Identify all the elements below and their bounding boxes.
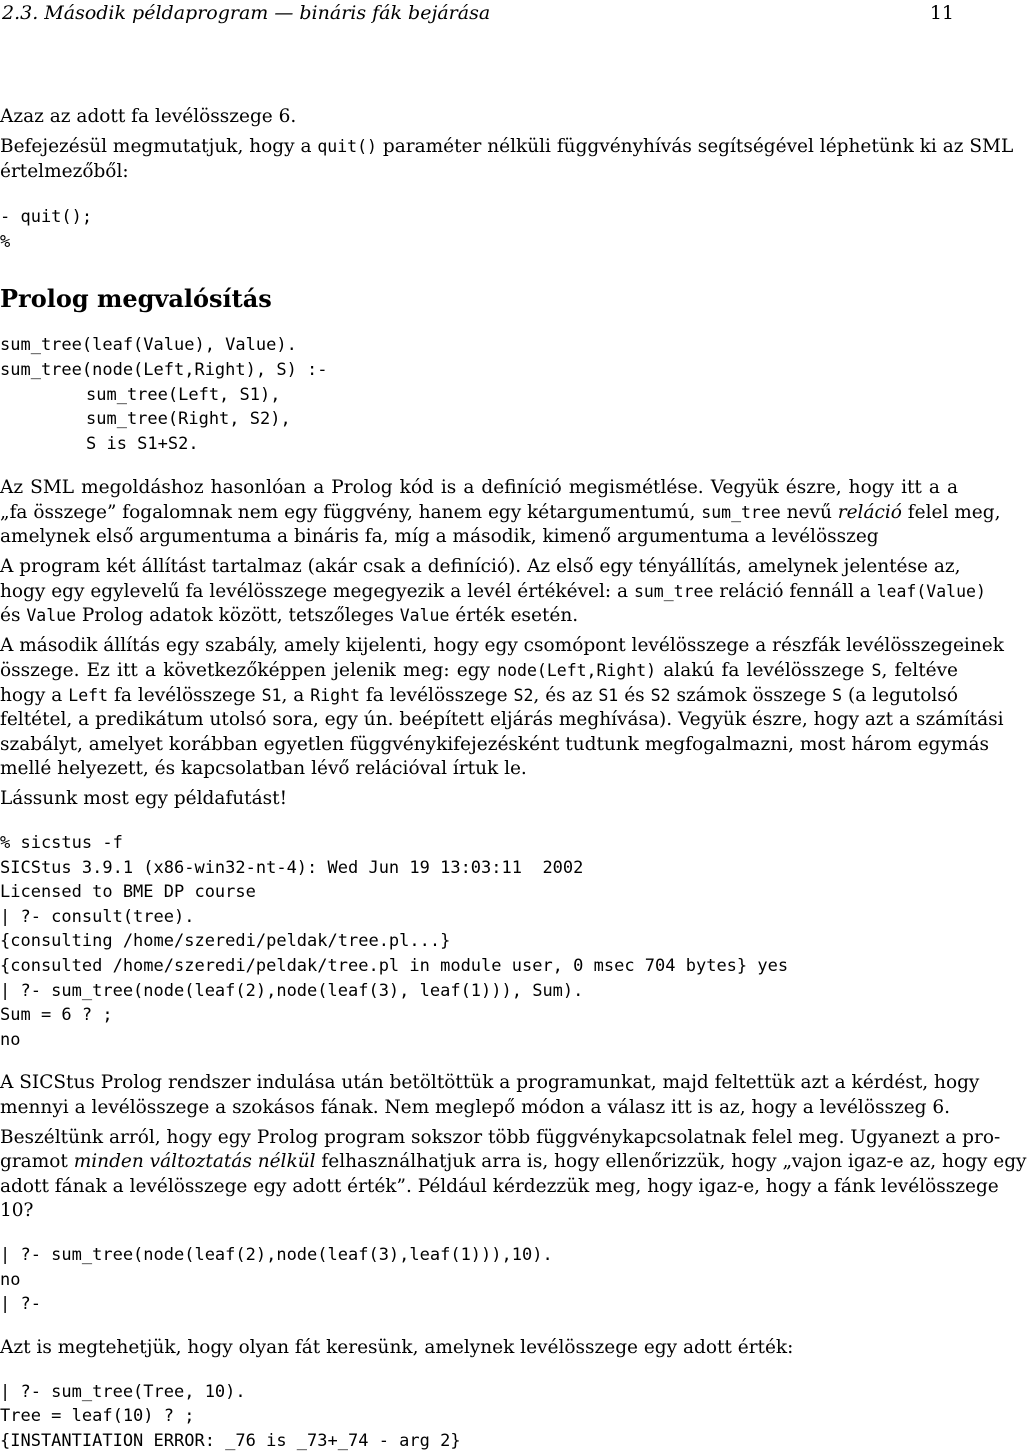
- prolog-code-line: sum_tree(Right, S2),: [86, 409, 291, 429]
- paragraph-line: A második állítás egy szabály, amely kijelenti, hogy egy csomópont levélösszege a részfák levélösszegeinek: [0, 635, 1004, 656]
- paragraph-line: Lássunk most egy példafutást!: [0, 788, 288, 809]
- paragraph-line: 10?: [0, 1200, 34, 1221]
- session-line: SICStus 3.9.1 (x86-win32-nt-4): Wed Jun 19 13:03:11 2002: [0, 858, 584, 878]
- session-line: % sicstus -f: [0, 833, 123, 853]
- paragraph-line: adott fának a levélösszege egy adott érték”. Például kérdezzük meg, hogy igaz-e, hogy a fánk levélösszege: [0, 1176, 999, 1197]
- paragraph-line: „fa összege” fogalomnak nem egy függvény, hanem egy kétargumentumú, sum_tree nevű reláció felel meg,: [0, 502, 1001, 523]
- session-line: | ?- sum_tree(Tree, 10).: [0, 1382, 246, 1402]
- paragraph-line: Az SML megoldáshoz hasonlóan a Prolog kód is a definíció megismétlése. Vegyük észre, hogy itt a a: [0, 477, 958, 498]
- session-line: {consulted /home/szeredi/peldak/tree.pl in module user, 0 msec 704 bytes} yes: [0, 956, 789, 976]
- paragraph-quit-line-2: értelmezőből:: [0, 161, 129, 182]
- paragraph-quit-line-1: Befejezésül megmutatjuk, hogy a quit() paraméter nélküli függvényhívás segítségével léphetünk ki az SML: [0, 136, 1014, 157]
- paragraph-line: összege. Ez itt a következőképpen jelenik meg: egy node(Left,Right) alakú fa levélösszege S, feltéve: [0, 660, 958, 681]
- paragraph-line: és Value Prolog adatok között, tetszőleges Value érték esetén.: [0, 605, 579, 626]
- page-header: [0, 0, 960, 26]
- session-line: {consulting /home/szeredi/peldak/tree.pl...}: [0, 931, 451, 951]
- session-line: | ?-: [0, 1294, 41, 1314]
- prolog-code-line: S is S1+S2.: [86, 434, 199, 454]
- session-line: Licensed to BME DP course: [0, 882, 256, 902]
- session-line: no: [0, 1030, 21, 1050]
- session-line: no: [0, 1270, 21, 1290]
- paragraph-line: Azt is megtehetjük, hogy olyan fát keresünk, amelynek levélösszege egy adott érték:: [0, 1337, 794, 1358]
- paragraph-line: hogy egy egylevelű fa levélösszege megegyezik a levél értékével: a sum_tree reláció fennáll a leaf(Value): [0, 581, 986, 602]
- session-line: Sum = 6 ? ;: [0, 1005, 113, 1025]
- paragraph-line: amelynek első argumentuma a bináris fa, míg a második, kimenő argumentuma a levélösszeg: [0, 526, 879, 547]
- code-line: %: [0, 232, 11, 252]
- paragraph-line: Beszéltünk arról, hogy egy Prolog program sokszor több függvénykapcsolatnak felel meg. Ugyanezt a pro-: [0, 1127, 1001, 1148]
- prolog-code-line: sum_tree(Left, S1),: [86, 385, 281, 405]
- session-line: | ?- consult(tree).: [0, 907, 195, 927]
- paragraph-line: mellé helyezett, és kapcsolatban lévő relációval írtuk le.: [0, 758, 527, 779]
- paragraph-line: A SICStus Prolog rendszer indulása után betöltöttük a programunkat, majd feltettük azt a kérdést, hogy: [0, 1072, 980, 1093]
- prolog-code-line: sum_tree(node(Left,Right), S) :-: [0, 360, 328, 380]
- paragraph-line: szabályt, amelyet korábban egyetlen függvénykifejezésként tudtunk megfogalmazni, most három egymás: [0, 734, 989, 755]
- code-line: - quit();: [0, 207, 93, 227]
- paragraph-line: gramot minden változtatás nélkül felhasználhatjuk arra is, hogy ellenőrizzük, hogy „vajon igaz-e az, hogy egy: [0, 1151, 1027, 1172]
- section-heading: Prolog megvalósítás: [0, 284, 272, 313]
- page-number: 11: [929, 2, 954, 24]
- paragraph-line: feltétel, a predikátum utolsó sora, egy ún. beépített eljárás meghívása). Vegyük észre, hogy azt a számítási: [0, 709, 1004, 730]
- session-line: | ?- sum_tree(node(leaf(2),node(leaf(3),leaf(1))),10).: [0, 1245, 553, 1265]
- paragraph-line: mennyi a levélösszege a szokásos fának. Nem meglepő módon a válasz itt is az, hogy a levélösszeg 6.: [0, 1097, 951, 1118]
- paragraph-line: A program két állítást tartalmaz (akár csak a definíció). Az első egy tényállítás, amelynek jelentése az,: [0, 556, 961, 577]
- prolog-code-line: sum_tree(leaf(Value), Value).: [0, 335, 297, 355]
- running-title: 2.3. Második példaprogram — bináris fák bejárása: [2, 2, 491, 24]
- paragraph-leaf-sum: Azaz az adott fa levélösszege 6.: [0, 106, 297, 127]
- session-line: Tree = leaf(10) ? ;: [0, 1406, 195, 1426]
- session-line: {INSTANTIATION ERROR: _76 is _73+_74 - arg 2}: [0, 1431, 461, 1451]
- session-line: | ?- sum_tree(node(leaf(2),node(leaf(3), leaf(1))), Sum).: [0, 981, 584, 1001]
- paragraph-line: hogy a Left fa levélösszege S1, a Right fa levélösszege S2, és az S1 és S2 számok összege S (a legutolsó: [0, 685, 958, 706]
